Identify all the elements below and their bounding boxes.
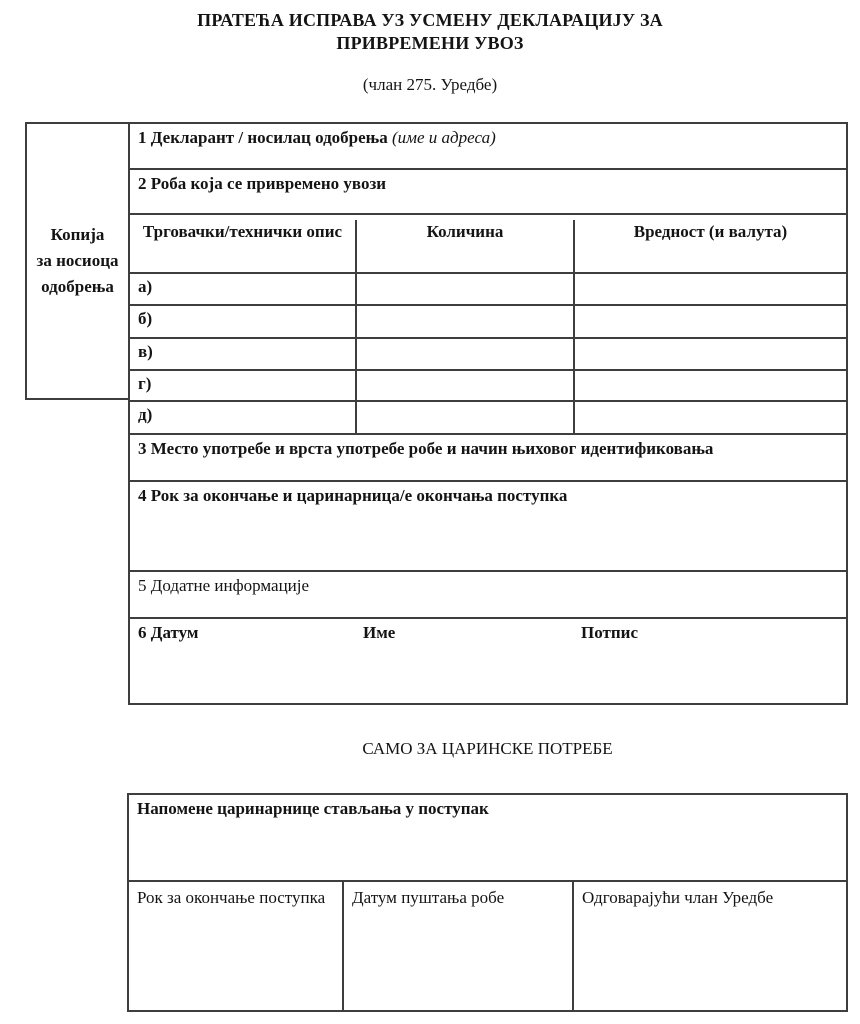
goods-header-row [130, 215, 846, 274]
customs-article-cell: Одговарајући члан Уредбе [572, 882, 846, 1010]
goods-row-d [130, 402, 846, 435]
field-goods-label: 2 Роба која се привремено увози [138, 174, 387, 193]
goods-row-d-quantity-cell [355, 402, 573, 433]
goods-header-quantity: Количина [355, 220, 573, 272]
copy-label-line2: за носиоца [36, 251, 119, 270]
goods-row-a-quantity-cell [355, 274, 573, 304]
document-title-line2: ПРИВРЕМЕНИ УВОЗ [336, 33, 524, 53]
customs-table [127, 793, 848, 1012]
name-label: Име [363, 623, 396, 642]
signature-label: Потпис [581, 623, 638, 642]
document-title [0, 9, 860, 55]
goods-row-b [130, 306, 846, 339]
field-discharge-period-label: 4 Рок за окончање и царинарница/е окончања поступка [138, 486, 568, 505]
main-form-table [128, 122, 848, 705]
goods-row-v [130, 339, 846, 371]
goods-header-description: Трговачки/технички опис [142, 222, 343, 241]
goods-row-g-label: г) [138, 374, 152, 393]
goods-row-v-label: в) [138, 342, 153, 361]
field-declarant-note: (име и адреса) [391, 128, 496, 147]
goods-header-value: Вредност (и валута) [573, 220, 846, 272]
field-additional-info [130, 572, 846, 619]
field-discharge-period [130, 482, 846, 572]
goods-row-d-label: д) [138, 405, 153, 424]
goods-row-g [130, 371, 846, 402]
customs-notes-cell [129, 795, 846, 882]
field-date-name-signature [130, 619, 846, 703]
goods-row-v-value-cell [573, 339, 846, 369]
copy-label-line1: Копија [50, 225, 105, 244]
document-subtitle: (члан 275. Уредбе) [362, 75, 498, 94]
field-place-of-use-label: 3 Место употребе и врста употребе робе и начин њиховог идентификовања [138, 439, 714, 458]
field-goods [130, 170, 846, 215]
customs-release-date-cell: Датум пуштања робе [342, 882, 572, 1010]
customs-columns-row [129, 882, 846, 1010]
copy-label-line3: одобрења [41, 277, 114, 296]
goods-row-v-quantity-cell [355, 339, 573, 369]
goods-row-a-label: а) [138, 277, 153, 296]
customs-notes-label: Напомене царинарнице стављања у поступак [137, 799, 489, 818]
goods-row-b-value-cell [573, 306, 846, 337]
goods-row-g-value-cell [573, 371, 846, 400]
goods-row-a [130, 274, 846, 306]
date-label: 6 Датум [138, 623, 199, 642]
goods-row-b-quantity-cell [355, 306, 573, 337]
field-additional-info-label: 5 Додатне информације [138, 576, 310, 595]
goods-row-b-label: б) [138, 309, 153, 328]
customs-discharge-period-cell: Рок за окончање поступка [137, 888, 326, 907]
copy-for-holder-cell [25, 122, 130, 400]
field-place-of-use [130, 435, 846, 482]
field-declarant [130, 124, 846, 170]
goods-row-a-value-cell [573, 274, 846, 304]
document-title-line1: ПРАТЕЋА ИСПРАВА УЗ УСМЕНУ ДЕКЛАРАЦИЈУ ЗА [197, 10, 663, 30]
goods-row-d-value-cell [573, 402, 846, 433]
goods-row-g-quantity-cell [355, 371, 573, 400]
customs-only-heading: САМО ЗА ЦАРИНСКЕ ПОТРЕБЕ [362, 739, 613, 758]
field-declarant-label: 1 Декларант / носилац одобрења [138, 128, 392, 147]
